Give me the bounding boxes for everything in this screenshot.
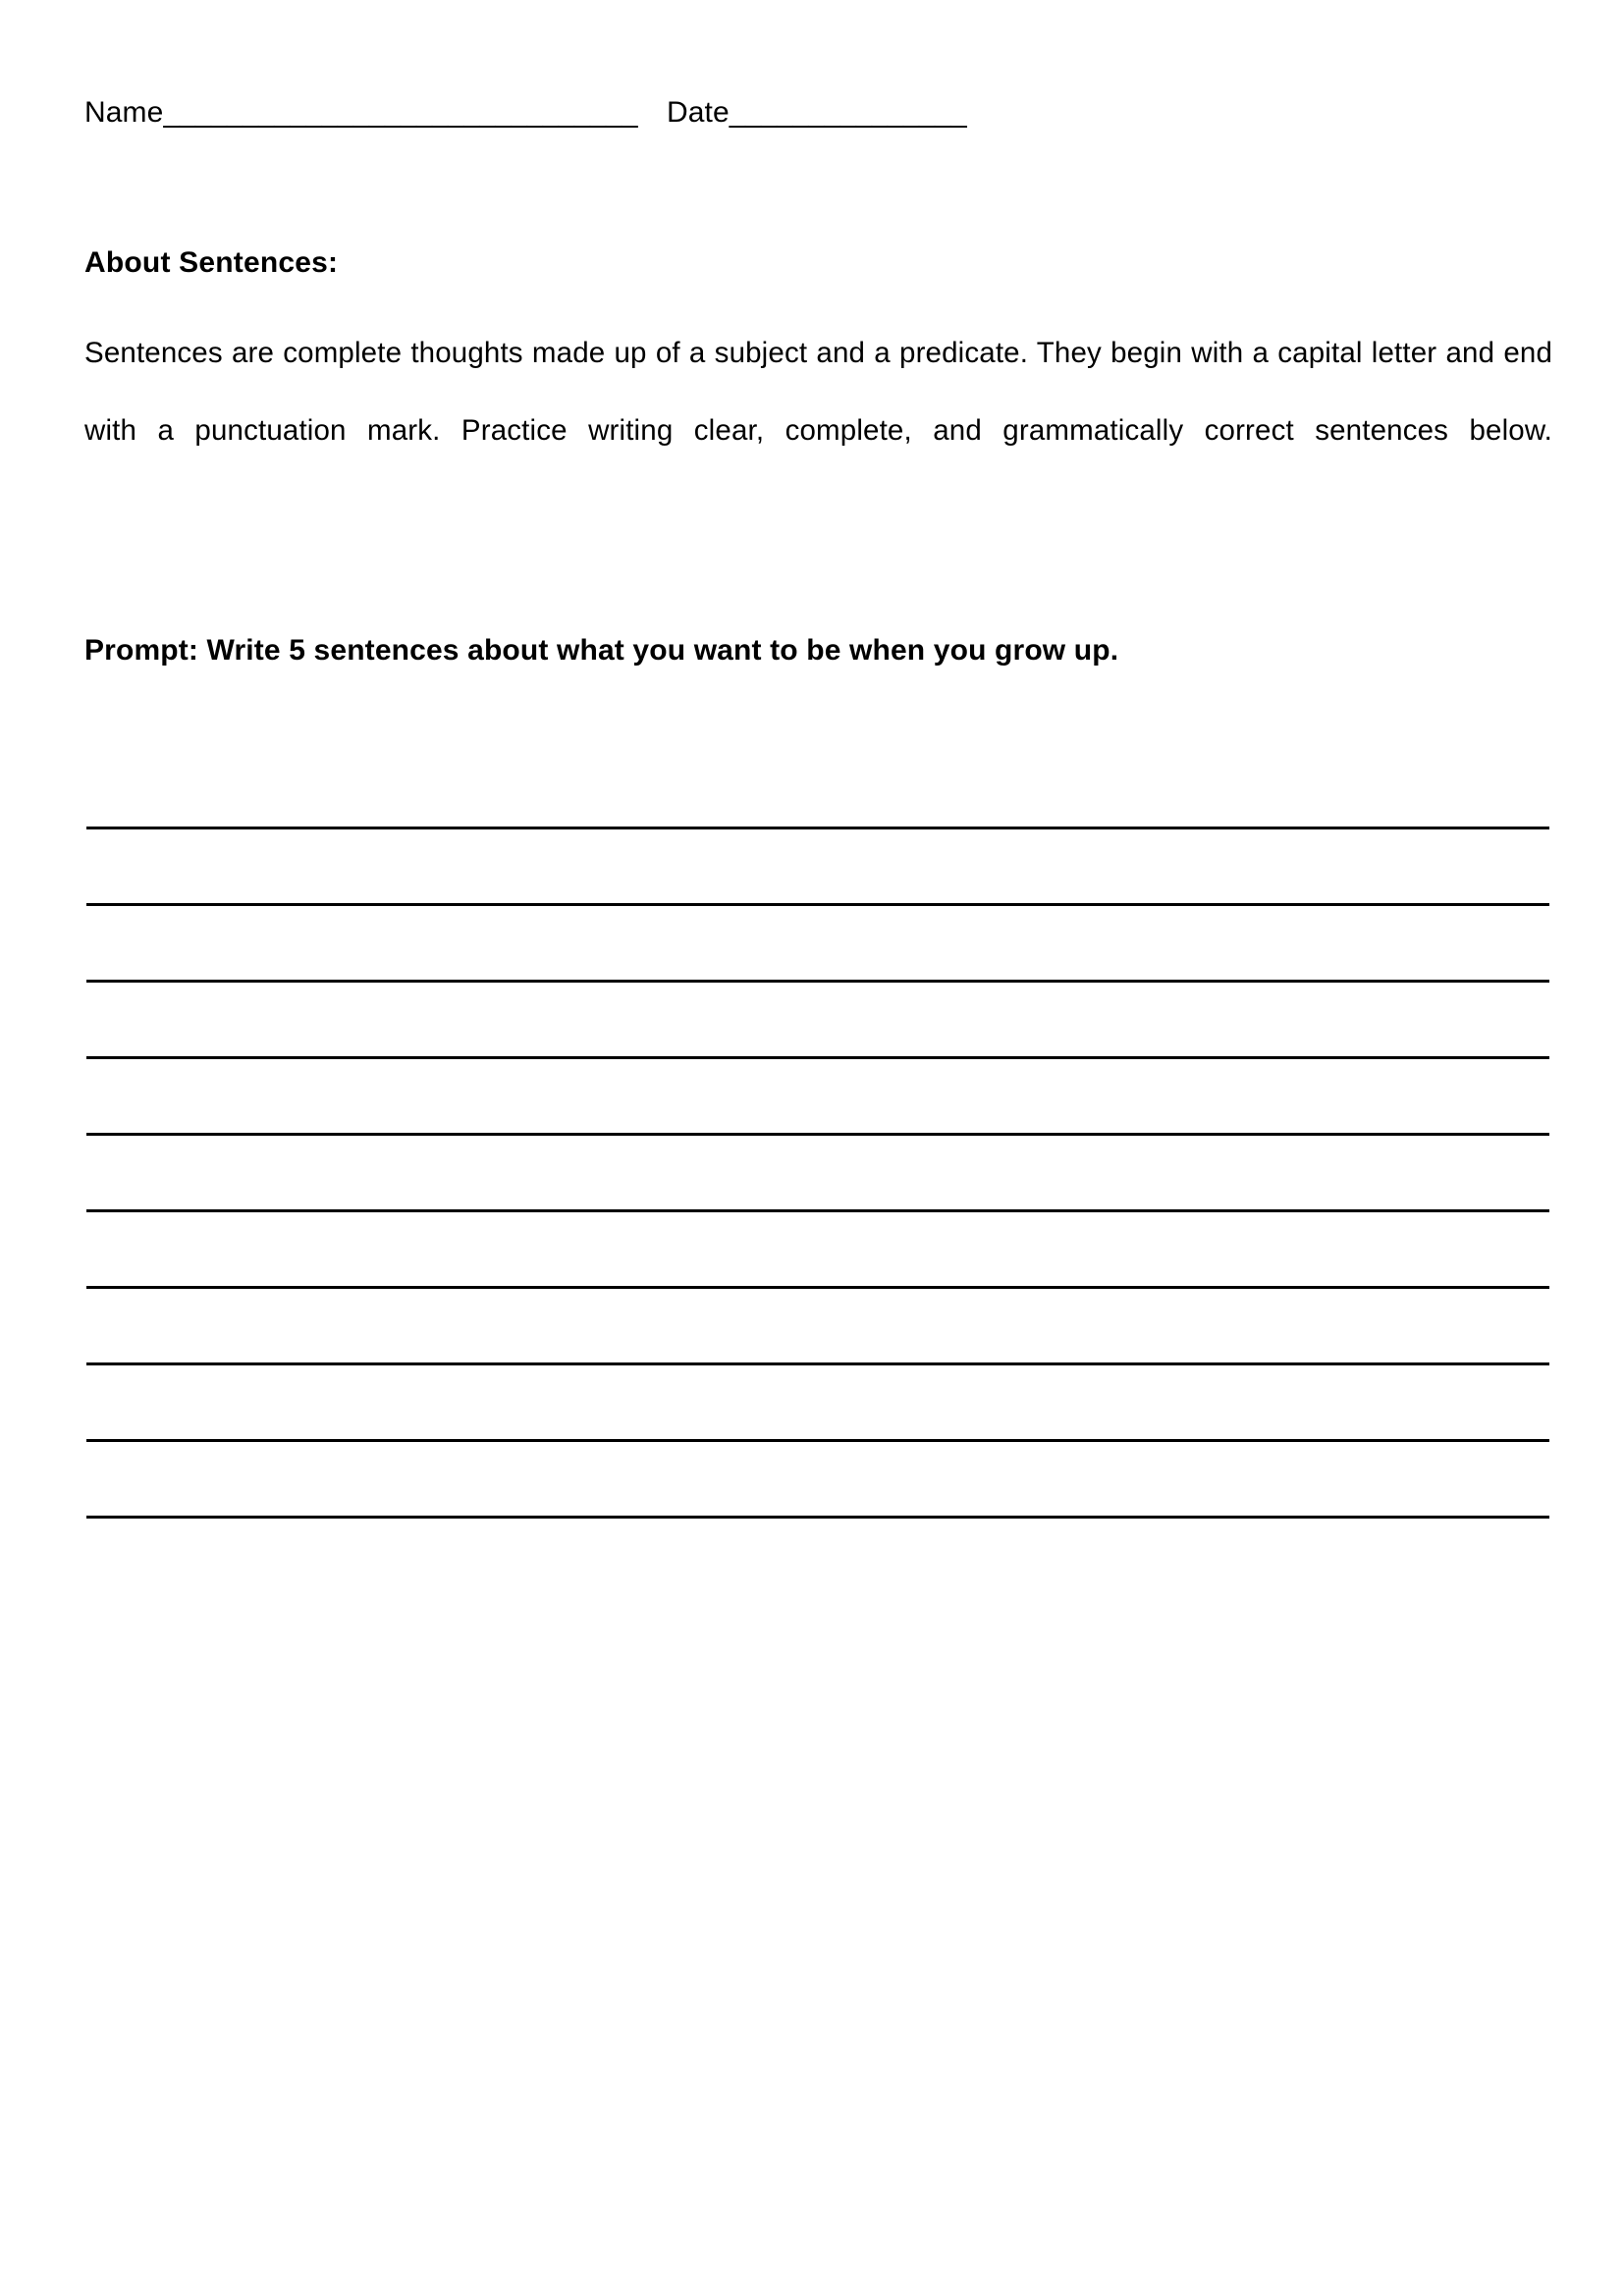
writing-prompt: Prompt: Write 5 sentences about what you want to be when you grow up.: [84, 634, 1119, 667]
answer-line[interactable]: [86, 801, 1549, 878]
name-input-rule[interactable]: ______________________________: [163, 96, 637, 129]
answer-line[interactable]: [86, 954, 1549, 1031]
answer-line[interactable]: [86, 1260, 1549, 1337]
answer-line-rule: [86, 1286, 1549, 1289]
answer-line[interactable]: [86, 1490, 1549, 1567]
answer-line-rule: [86, 1439, 1549, 1442]
answer-line-rule: [86, 980, 1549, 983]
answer-line[interactable]: [86, 1414, 1549, 1490]
answer-line-rule: [86, 1056, 1549, 1059]
answer-line-rule: [86, 903, 1549, 906]
answer-line[interactable]: [86, 1031, 1549, 1107]
answer-line[interactable]: [86, 1107, 1549, 1184]
answer-line-rule: [86, 1362, 1549, 1365]
answer-line-rule: [86, 1209, 1549, 1212]
answer-line[interactable]: [86, 1337, 1549, 1414]
name-label: Name: [84, 96, 164, 129]
answer-line-rule: [86, 1133, 1549, 1136]
answer-line-rule: [86, 827, 1549, 829]
answer-line[interactable]: [86, 878, 1549, 954]
about-sentences-paragraph: Sentences are complete thoughts made up of a subject and a predicate. They begin with a capital letter and end with a punctuation mark. Practice writing clear, complete, and grammatically correct sentences below.: [84, 337, 1552, 447]
about-sentences-heading: About Sentences:: [84, 246, 339, 279]
answer-line-rule: [86, 1516, 1549, 1519]
date-label: Date: [666, 96, 730, 129]
date-input-rule[interactable]: _______________: [729, 96, 967, 129]
answer-lines-area: [86, 801, 1549, 1567]
answer-line[interactable]: [86, 1184, 1549, 1260]
name-date-header: [84, 93, 1538, 133]
